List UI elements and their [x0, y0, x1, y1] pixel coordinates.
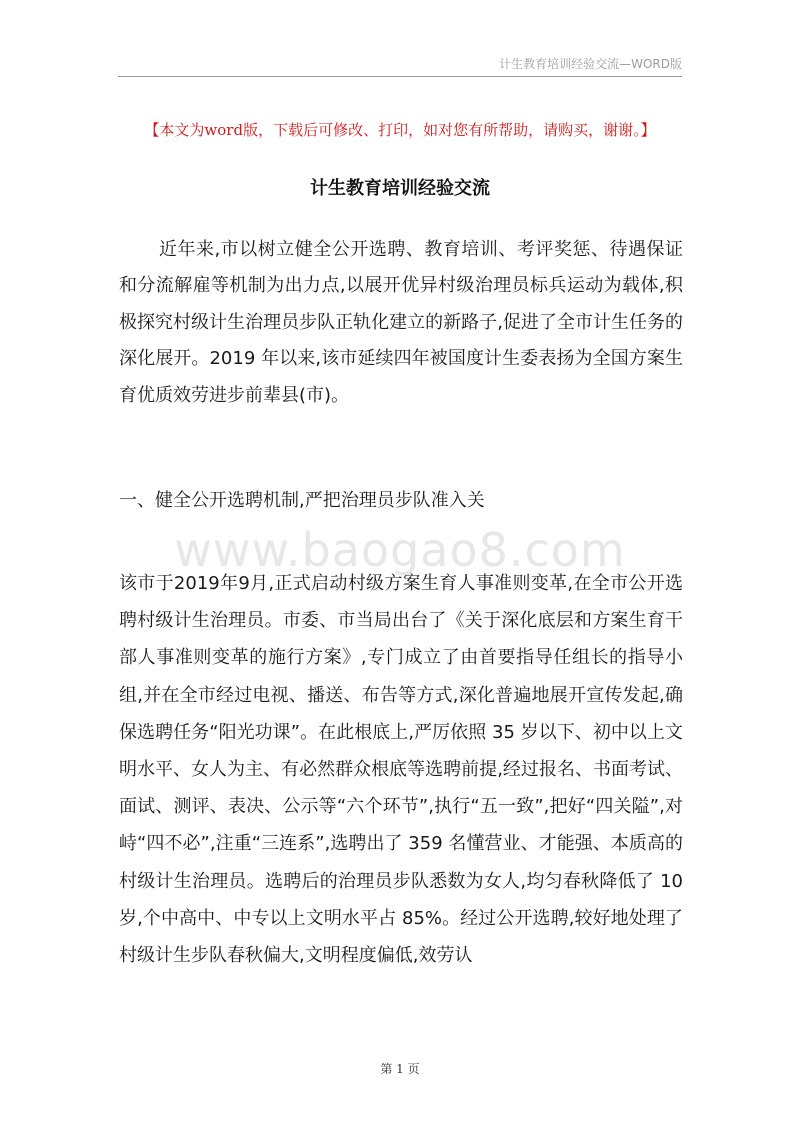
watermark: www.baogao8.com — [174, 523, 626, 577]
intro-paragraph: 近年来,市以树立健全公开选聘、教育培训、考评奖惩、待遇保证和分流解雇等机制为出力点,以展开优异村级治理员标兵运动为载体,积极探究村级计生治理员步队正轨化建立的新路子,促进了全市计生任务的深化展开。2019 年以来,该市延续四年被国度计生委表扬为全国方案生育优质效劳进步前辈县(市)。 — [119, 239, 683, 406]
section-heading: 一、健全公开选聘机制,严把治理员步队准入关 — [119, 490, 485, 511]
page-number: 第 1 页 — [380, 1062, 420, 1076]
body-paragraph: 该市于2019年9月,正式启动村级方案生育人事准则变革,在全市公开选聘村级计生治理员。市委、市当局出台了《关于深化底层和方案生育干部人事准则变革的施行方案》,专门成立了由首要指导任组长的指导小组,并在全市经过电视、播送、布告等方式,深化普遍地展开宣传发起,确保选聘任务“阳光功课”。在此根底上,严厉依照 35 岁以下、初中以上文明水平、女人为主、有必然群众根底等选聘前提,经过报名、书面考试、面试、测评、表决、公示等“六个环节”,执行“五一致”,把好“四关隘”,对峙“四不必”,注重“三连系”,选聘出了 359 名懂营业、才能强、本质高的村级计生治理员。选聘后的治理员步队悉数为女人,均匀春秋降低了 10 岁,个中高中、中专以上文明水平占 85%。经过公开选聘,较好地处理了村级计生步队春秋偏大,文明程度偏低,效劳认 — [119, 573, 683, 967]
header-divider — [118, 76, 682, 77]
running-header: 计生教育培训经验交流—WORD版 — [499, 57, 682, 71]
document-title: 计生教育培训经验交流 — [310, 178, 490, 199]
download-notice: 【本文为word版，下载后可修改、打印，如对您有所帮助，请购买，谢谢。】 — [144, 121, 656, 139]
